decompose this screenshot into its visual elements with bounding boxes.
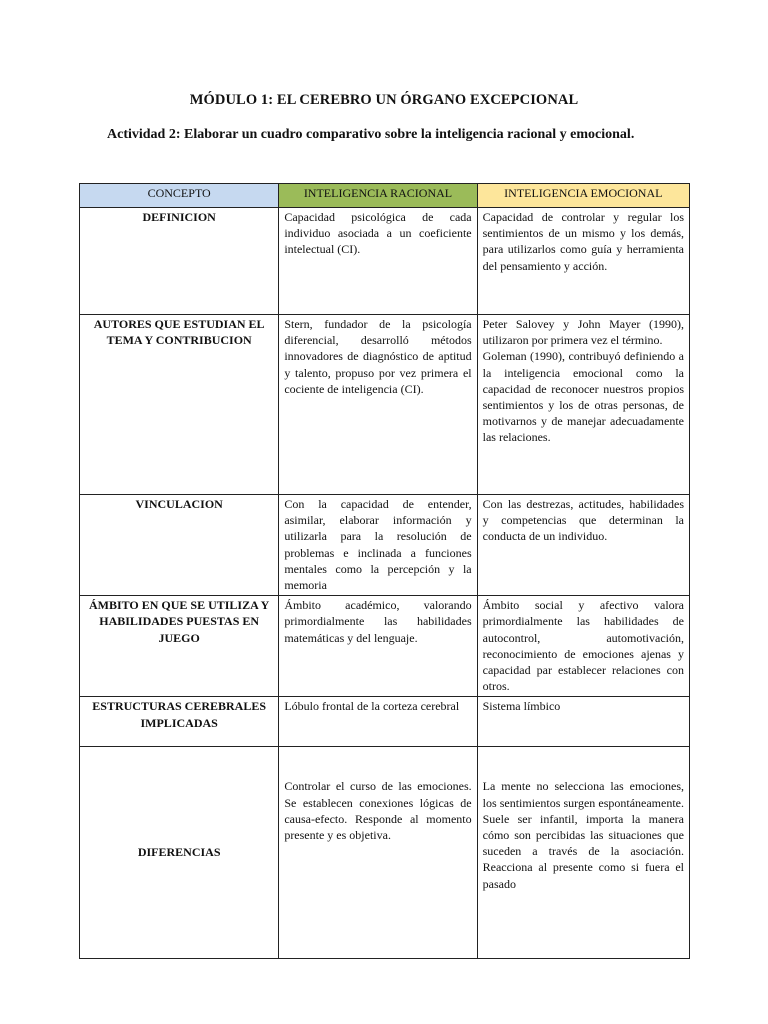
concept-cell: ÁMBITO EN QUE SE UTILIZA Y HABILIDADES PUESTAS EN JUEGO [80,596,279,697]
header-emotional-intelligence: INTELIGENCIA EMOCIONAL [477,184,689,208]
emotional-cell [477,747,689,959]
rational-cell: Ámbito académico, valorando primordialmente las habilidades matemáticas y del lenguaje. [279,596,477,697]
emotional-paragraph: Goleman (1990), contribuyó definiendo a la inteligencia emocional como la capacidad de reconocer nuestros propios sentimientos y los de otras personas, de motivarnos y de manejar adecuadamente las relaciones. [482,349,684,445]
comparison-table [79,183,690,959]
concept-cell: DIFERENCIAS [80,747,279,959]
module-title: MÓDULO 1: EL CEREBRO UN ÓRGANO EXCEPCIONAL [189,92,579,108]
concept-cell: ESTRUCTURAS CEREBRALES IMPLICADAS [80,697,279,747]
emotional-paragraph: Peter Salovey y John Mayer (1990), utilizaron por primera vez el término. [482,317,684,348]
header-rational-intelligence: INTELIGENCIA RACIONAL [279,184,477,208]
table-row-ambito [80,596,690,697]
table-row-definicion [80,208,690,315]
emotional-text: La mente no selecciona las emociones, los sentimientos surgen espontáneamente. Suele ser infantil, importa la manera cómo son percibidas las situaciones que suceden a través de la asociación. Reacciona al presente como si fuera el pasado [482,779,684,891]
rational-cell: Lóbulo frontal de la corteza cerebral [279,697,477,747]
rational-cell: Capacidad psicológica de cada individuo asociada a un coeficiente intelectual (CI). [279,208,477,315]
rational-cell: Con la capacidad de entender, asimilar, elaborar información y utilizarla para la resolución de problemas e inclinada a funciones mentales como la percepción y la memoria [279,495,477,596]
concept-cell: VINCULACION [80,495,279,596]
concept-cell: AUTORES QUE ESTUDIAN EL TEMA Y CONTRIBUCION [80,315,279,495]
emotional-cell: Ámbito social y afectivo valora primordialmente las habilidades de autocontrol, automotivación, reconocimiento de emociones ajenas y capacidad par establecer relaciones con otros. [477,596,689,697]
rational-cell [279,747,477,959]
table-row-diferencias [80,747,690,959]
emotional-cell [477,315,689,495]
rational-cell: Stern, fundador de la psicología diferencial, desarrolló métodos innovadores de diagnóstico de aptitud y talento, propuso por vez primera el cociente de inteligencia (CI). [279,315,477,495]
activity-statement: Actividad 2: Elaborar un cuadro comparativo sobre la inteligencia racional y emocional. [107,127,635,142]
emotional-cell: Capacidad de controlar y regular los sentimientos de un mismo y los demás, para utilizarlos como guía y herramienta del pensamiento y acción. [477,208,689,315]
header-concept: CONCEPTO [80,184,279,208]
rational-text: Controlar el curso de las emociones. Se establecen conexiones lógicas de causa-efecto. Responde al momento presente y es objetiva. [284,779,472,843]
emotional-cell: Con las destrezas, actitudes, habilidades y competencias que determinan la conducta de un individuo. [477,495,689,596]
table-row-estructuras [80,697,690,747]
concept-cell: DEFINICION [80,208,279,315]
table-row-autores [80,315,690,495]
emotional-cell: Sistema límbico [477,697,689,747]
table-header-row [80,184,690,208]
table-row-vinculacion [80,495,690,596]
